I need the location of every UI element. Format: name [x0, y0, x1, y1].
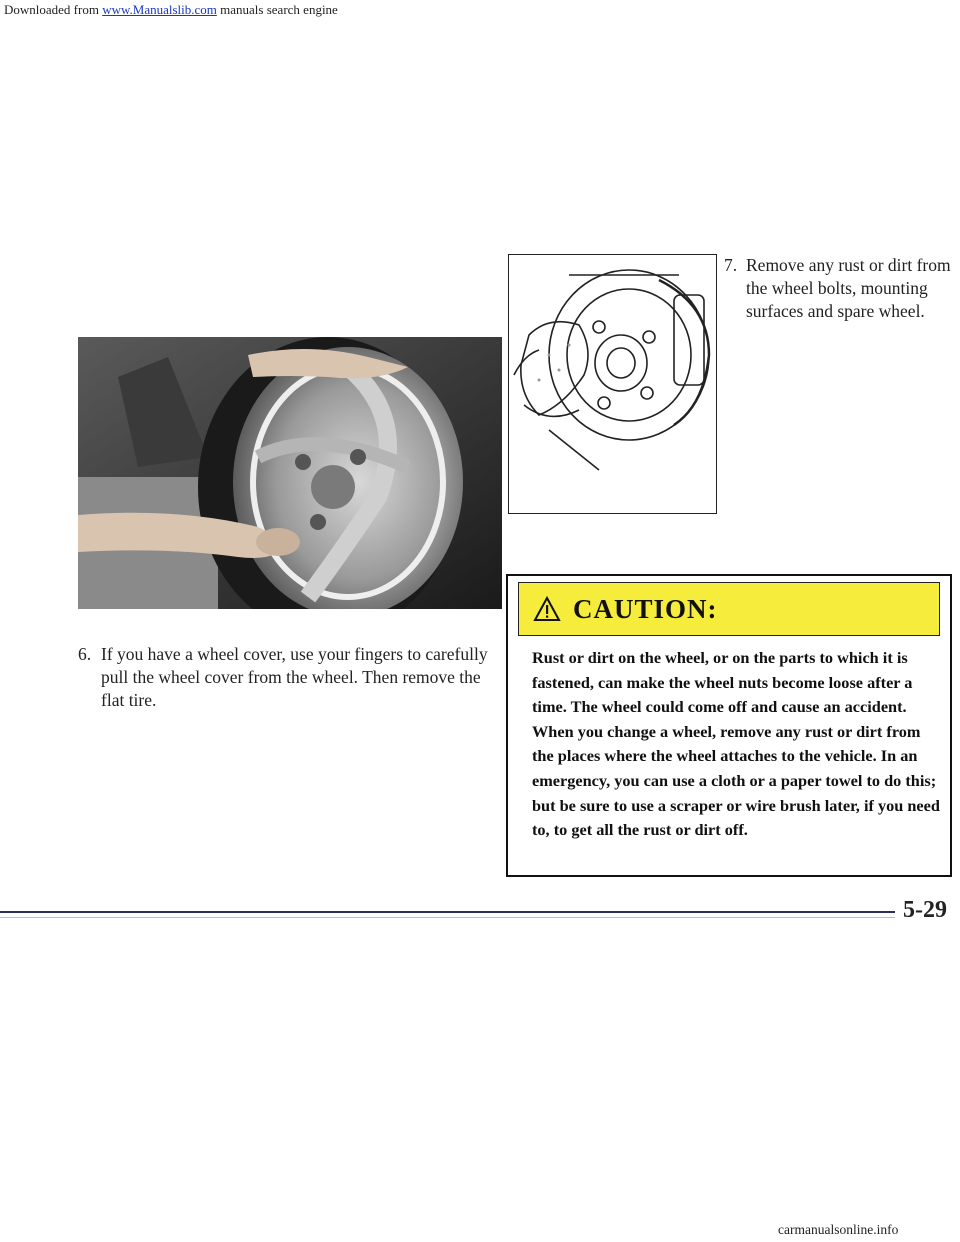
warning-triangle-icon: [533, 596, 561, 622]
caution-text: Rust or dirt on the wheel, or on the parts to which it is fastened, can make the wheel nuts become loose after a time. The wheel could come off and cause an accident. When you change a wheel, remove any rust or dirt from the places where the wheel attaches to the vehicle. In an emergency, you can use a cloth or a paper towel to do this; but be sure to use a scraper or wire brush later, if you need to, to get all the rust or dirt off.: [532, 648, 940, 840]
download-suffix: manuals search engine: [220, 2, 338, 17]
caution-box: [506, 574, 952, 877]
caution-label: CAUTION:: [573, 593, 718, 624]
caution-header: [518, 582, 940, 636]
step-6-number: 6.: [78, 644, 92, 664]
wheel-cover-photo: [78, 337, 502, 609]
download-banner: [0, 0, 960, 20]
footer-rule: [0, 911, 895, 913]
footer-rule-thin: [0, 917, 895, 918]
step-7-number: 7.: [724, 255, 738, 275]
step-6-text: If you have a wheel cover, use your fingers to carefully pull the wheel cover from the wheel. Then remove the flat tire.: [101, 644, 488, 710]
step-7: [724, 254, 956, 323]
footer-site: carmanualsonline.info: [778, 1222, 899, 1237]
step-7-text: Remove any rust or dirt from the wheel bolts, mounting surfaces and spare wheel.: [746, 255, 951, 321]
hub-cleaning-graphic: [509, 255, 715, 512]
wheel-cover-photo-graphic: [78, 337, 502, 609]
download-prefix: Downloaded from: [4, 2, 99, 17]
page-number: 5-29: [903, 897, 947, 923]
download-text: [4, 2, 338, 18]
manualslib-link[interactable]: www.Manualslib.com: [102, 2, 217, 17]
step-6: [78, 643, 498, 712]
hub-cleaning-illustration: [508, 254, 717, 514]
